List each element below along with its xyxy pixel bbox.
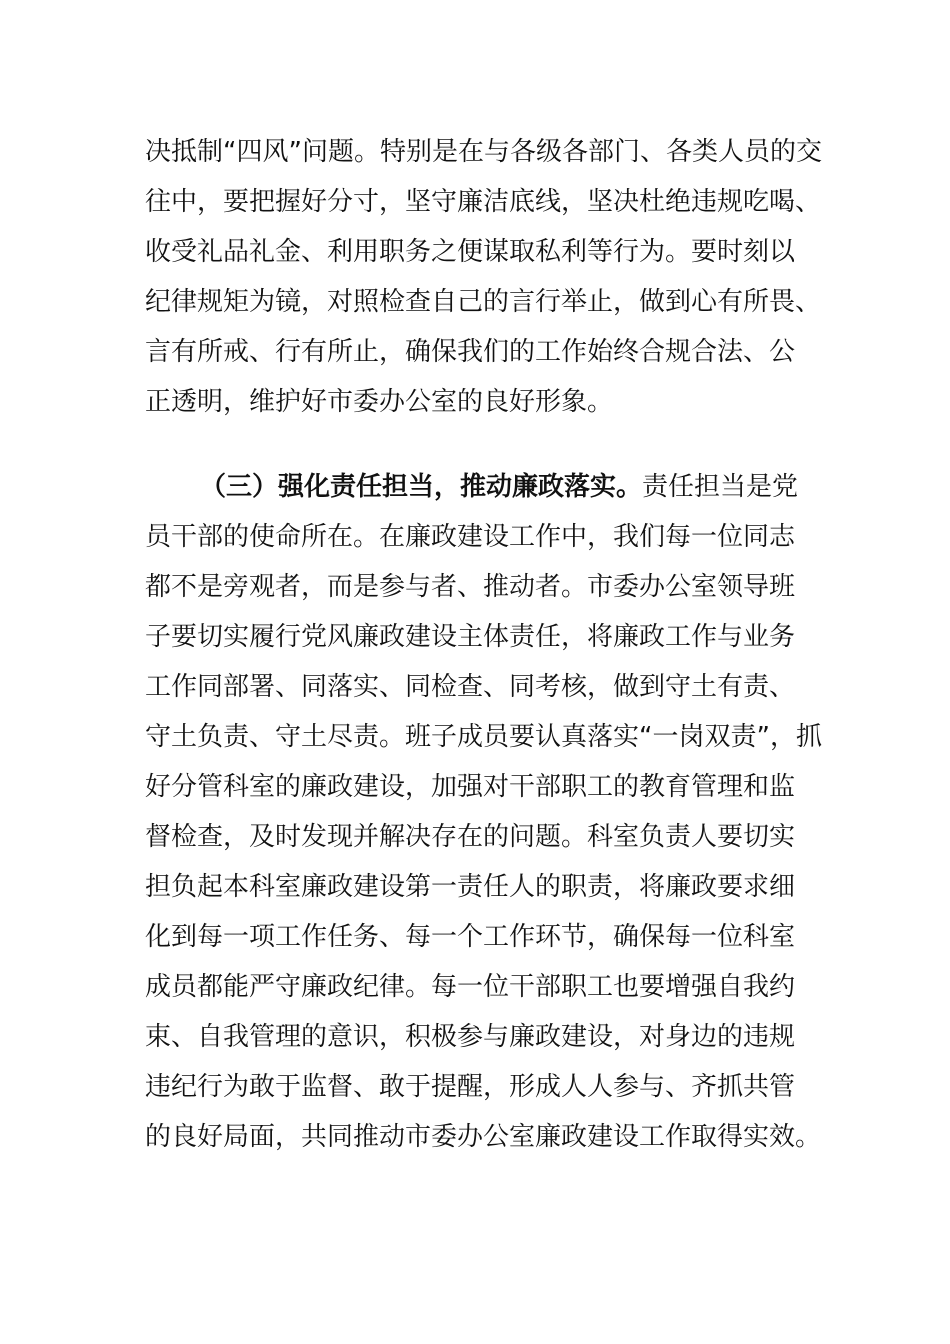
first-line-text: 责任担当是党 <box>642 472 799 502</box>
text-line: 都不是旁观者，而是参与者、推动者。市委办公室领导班 <box>145 572 796 602</box>
text-line: 违纪行为敢于监督、敢于提醒，形成人人参与、齐抓共管 <box>145 1072 796 1102</box>
text-line: 员干部的使命所在。在廉政建设工作中，我们每一位同志 <box>145 522 796 552</box>
text-line: 子要切实履行党风廉政建设主体责任，将廉政工作与业务 <box>145 622 796 652</box>
section-heading: （三）强化责任担当，推动廉政落实。 <box>200 472 643 502</box>
paragraph-first-line <box>145 462 805 512</box>
text-line: 决抵制“四风”问题。特别是在与各级各部门、各类人员的交 <box>145 137 822 167</box>
text-line: 的良好局面，共同推动市委办公室廉政建设工作取得实效。 <box>145 1122 822 1152</box>
text-line: 督检查，及时发现并解决存在的问题。科室负责人要切实 <box>145 822 796 852</box>
paragraph-1 <box>145 127 822 427</box>
text-line: 担负起本科室廉政建设第一责任人的职责，将廉政要求细 <box>145 872 796 902</box>
text-line: 守土负责、守土尽责。班子成员要认真落实“一岗双责”，抓 <box>145 722 822 752</box>
text-line: 工作同部署、同落实、同检查、同考核，做到守土有责、 <box>145 672 796 702</box>
text-line: 纪律规矩为镜，对照检查自己的言行举止，做到心有所畏、 <box>145 287 822 317</box>
text-line: 束、自我管理的意识，积极参与廉政建设，对身边的违规 <box>145 1022 796 1052</box>
text-line: 化到每一项工作任务、每一个工作环节，确保每一位科室 <box>145 922 796 952</box>
paragraph-2 <box>145 462 822 1162</box>
text-line: 往中，要把握好分寸，坚守廉洁底线，坚决杜绝违规吃喝、 <box>145 187 822 217</box>
text-line: 正透明，维护好市委办公室的良好形象。 <box>145 387 614 417</box>
text-line: 好分管科室的廉政建设，加强对干部职工的教育管理和监 <box>145 772 796 802</box>
text-line: 成员都能严守廉政纪律。每一位干部职工也要增强自我约 <box>145 972 796 1002</box>
text-line: 收受礼品礼金、利用职务之便谋取私利等行为。要时刻以 <box>145 237 796 267</box>
text-line: 言有所戒、行有所止，确保我们的工作始终合规合法、公 <box>145 337 796 367</box>
